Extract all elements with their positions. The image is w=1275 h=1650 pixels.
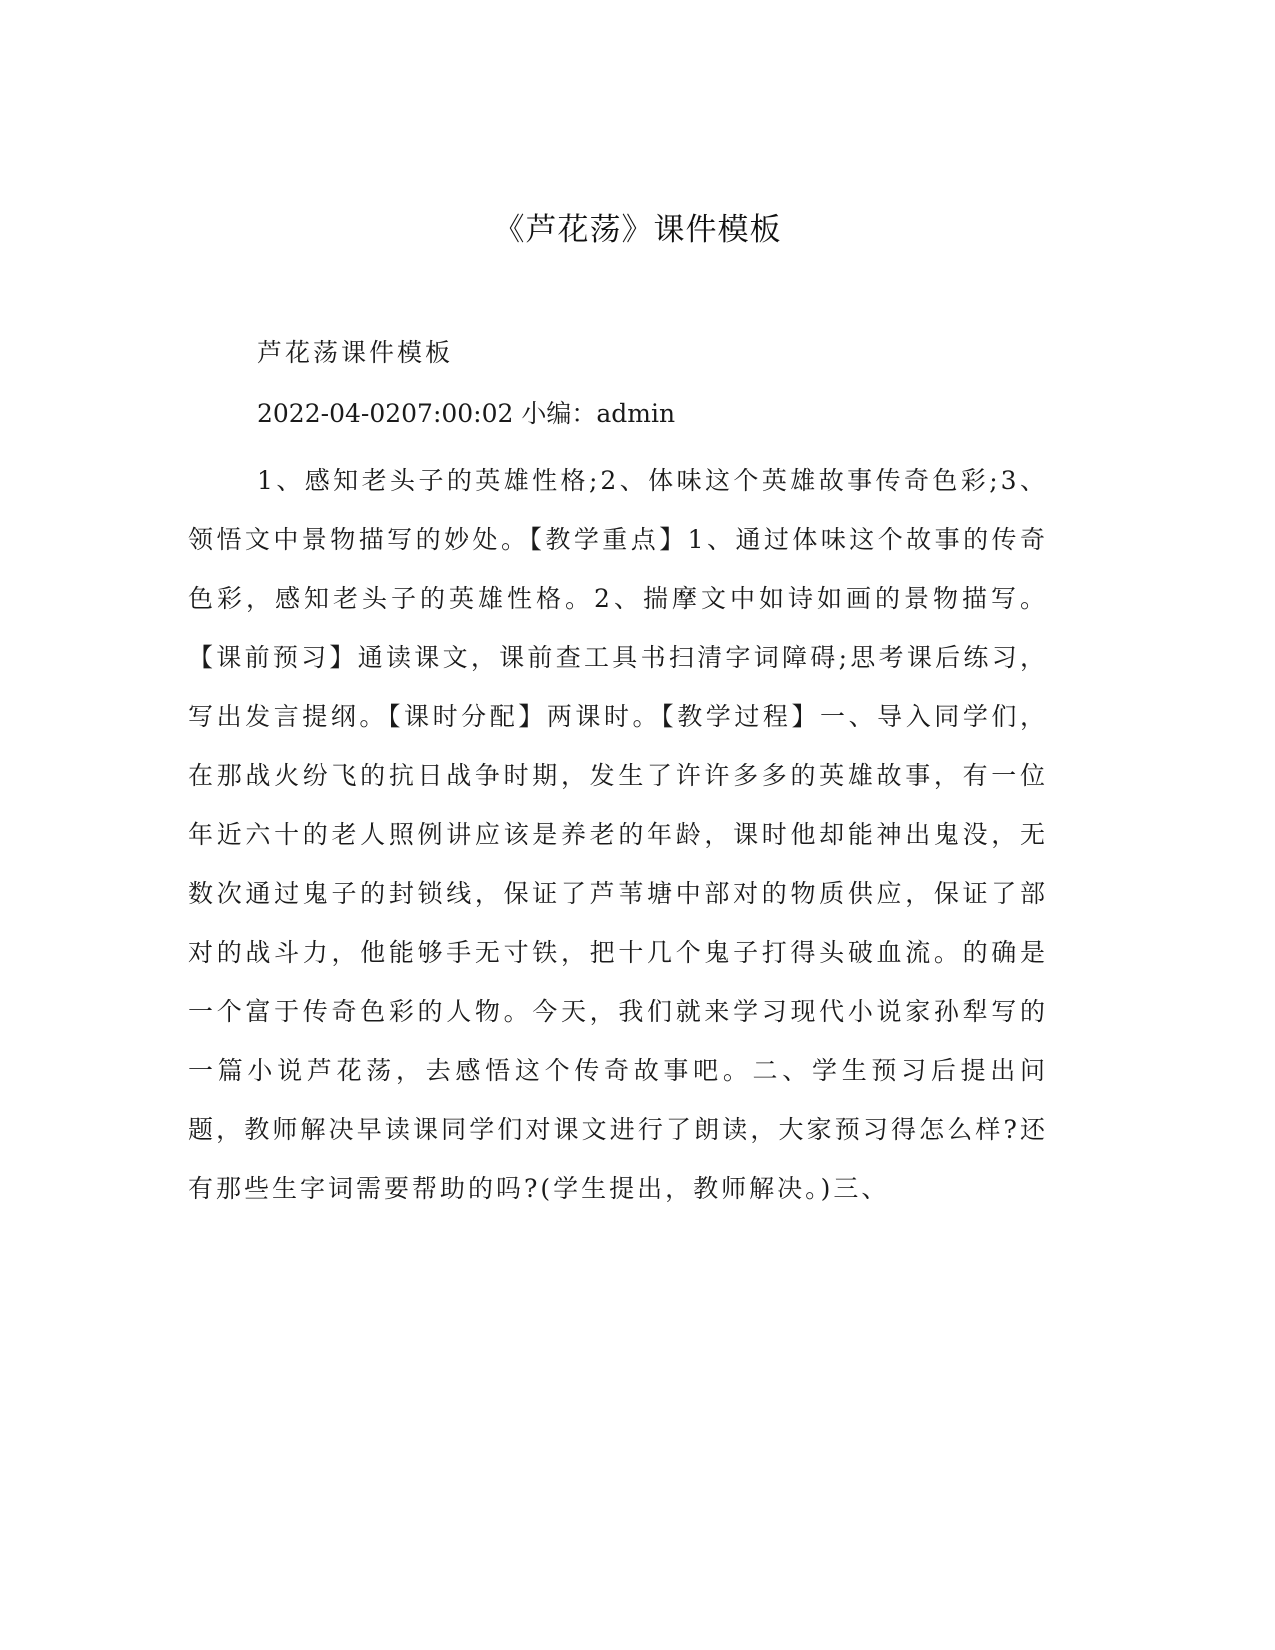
editor-label: 小编： — [521, 399, 597, 428]
document-subtitle: 芦花荡课件模板 — [257, 338, 454, 367]
publish-meta — [257, 394, 675, 434]
body-paragraph: 1、感知老头子的英雄性格;2、体味这个英雄故事传奇色彩;3、领悟文中景物描写的妙处。【教学重点】1、通过体味这个故事的传奇色彩，感知老头子的英雄性格。2、揣摩文中如诗如画的景物描写。【课前预习】通读课文，课前查工具书扫清字词障碍;思考课后练习，写出发言提纲。【课时分配】两课时。【教学过程】一、导入同学们，在那战火纷飞的抗日战争时期，发生了许许多多的英雄故事，有一位年近六十的老人照例讲应该是养老的年龄，课时他却能神出鬼没，无数次通过鬼子的封锁线，保证了芦苇塘中部对的物质供应，保证了部对的战斗力，他能够手无寸铁，把十几个鬼子打得头破血流。的确是一个富于传奇色彩的人物。今天，我们就来学习现代小说家孙犁写的一篇小说芦花荡，去感悟这个传奇故事吧。二、学生预习后提出问题，教师解决早读课同学们对课文进行了朗读，大家预习得怎么样?还有那些生字词需要帮助的吗?(学生提出，教师解决。)三、 — [188, 466, 1048, 1203]
document-title: 《芦花荡》课件模板 — [493, 212, 782, 248]
editor-name: admin — [596, 399, 676, 428]
publish-datetime: 2022-04-0207:00:02 — [257, 399, 514, 428]
